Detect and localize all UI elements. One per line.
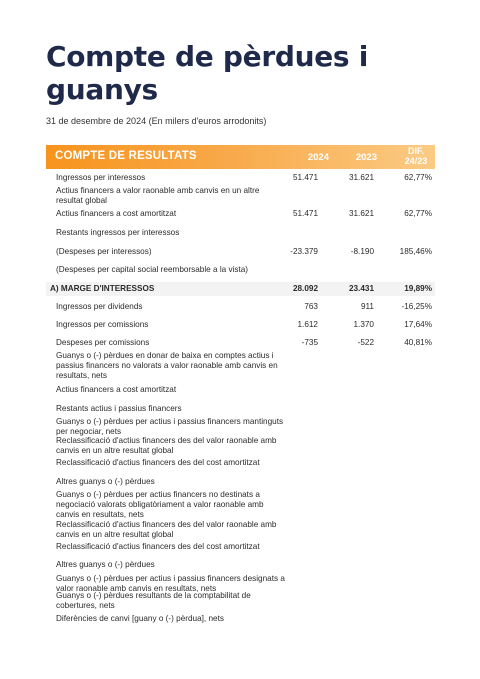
row-label: Guanys o (-) pèrdues en donar de baixa en comptes actius i passius financers no valorats a valor raonable amb canvis en resultats, nets [56,351,278,380]
header-col-2023: 2023 [355,152,377,163]
header-col-dif: DIF. 24/23 [404,146,428,166]
row-label: A) MARGE D'INTERESSOS [50,284,155,293]
row-label: Reclassificació d'actius financers des del cost amortitzat [56,542,260,551]
row-label: Restants ingressos per interessos [56,228,180,237]
row-value-dif: 62,77% [404,173,432,182]
table-header [46,145,435,169]
page-subtitle: 31 de desembre de 2024 (En milers d'euros arrodonits) [46,116,267,126]
row-label: Actius financers a valor raonable amb canvis en un altre resultat global [56,186,260,205]
row-label: Despeses per comissions [56,338,150,347]
row-label: Altres guanys o (-) pèrdues [56,477,155,486]
row-value-dif: 185,46% [399,247,432,256]
header-col-2024: 2024 [307,152,329,163]
row-label: Guanys o (-) pèrdues per actius i passius financers designats a valor raonable amb canvis en resultats, nets [56,574,285,593]
row-value-2024: -23.379 [290,247,318,256]
row-value-2023: 31.621 [348,173,374,182]
row-label: Diferències de canvi [guany o (-) pèrdua], nets [56,614,224,623]
row-value-2024: 51.471 [292,209,318,218]
row-label: Ingressos per comissions [56,320,149,329]
row-value-dif: 62,77% [404,209,432,218]
row-value-2023: -8.190 [350,247,374,256]
row-value-dif: -16,25% [401,302,432,311]
row-value-2024: 51.471 [292,173,318,182]
header-label: COMPTE DE RESULTATS [55,150,197,162]
row-value-2023: -522 [357,338,374,347]
row-label: Reclassificació d'actius financers des del valor raonable amb canvis en un altre resultat global [56,520,277,539]
row-value-dif: 19,89% [404,284,432,293]
row-label: (Despeses per capital social reemborsable a la vista) [56,265,249,274]
row-value-2023: 911 [360,302,374,311]
row-label: Altres guanys o (-) pèrdues [56,560,155,569]
row-value-2023: 1.370 [353,320,374,329]
row-value-2024: 28.092 [292,284,318,293]
row-label: Restants actius i passius financers [56,404,182,413]
row-label: Guanys o (-) pèrdues per actius financers no destinats a negociació valorats obligatòriament a valor raonable amb canvis en resultats, nets [56,490,264,519]
row-label: Ingressos per interessos [56,173,146,182]
row-value-2024: 763 [304,302,318,311]
row-label: Actius financers a cost amortitzat [56,209,177,218]
row-value-dif: 40,81% [404,338,432,347]
row-label: Guanys o (-) pèrdues resultants de la comptabilitat de cobertures, nets [56,591,251,610]
page-title: Compte de pèrdues i guanys [46,40,369,106]
row-label: Guanys o (-) pèrdues per actius i passius financers mantinguts per negociar, nets [56,417,284,436]
row-label: (Despeses per interessos) [56,247,152,256]
row-value-dif: 17,64% [404,320,432,329]
row-label: Ingressos per dividends [56,302,143,311]
row-value-2023: 23.431 [348,284,374,293]
row-label: Reclassificació d'actius financers des del cost amortitzat [56,458,260,467]
row-value-2024: 1.612 [297,320,318,329]
row-value-2023: 31.621 [348,209,374,218]
row-value-2024: -735 [301,338,318,347]
row-label: Reclassificació d'actius financers des del valor raonable amb canvis en un altre resultat global [56,436,277,455]
row-label: Actius financers a cost amortitzat [56,385,177,394]
